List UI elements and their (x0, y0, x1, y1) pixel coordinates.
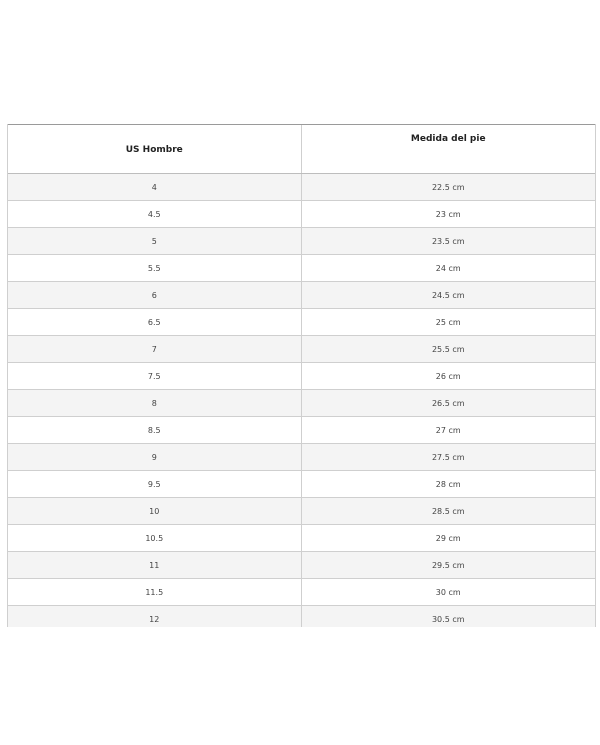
table-row (8, 525, 595, 552)
cell-us-size: 8.5 (8, 417, 301, 444)
cell-us-size: 7 (8, 336, 301, 363)
cell-foot-length: 23.5 cm (301, 228, 595, 255)
table-row (8, 417, 595, 444)
table-row (8, 444, 595, 471)
header-row (8, 125, 595, 174)
cell-us-size: 12 (8, 606, 301, 628)
cell-foot-length: 26 cm (301, 363, 595, 390)
table-row (8, 309, 595, 336)
cell-foot-length: 23 cm (301, 201, 595, 228)
table-row (8, 228, 595, 255)
cell-foot-length: 26.5 cm (301, 390, 595, 417)
cell-us-size: 10.5 (8, 525, 301, 552)
cell-foot-length: 24.5 cm (301, 282, 595, 309)
table-row (8, 282, 595, 309)
cell-foot-length: 28 cm (301, 471, 595, 498)
cell-foot-length: 27 cm (301, 417, 595, 444)
cell-us-size: 11 (8, 552, 301, 579)
cell-us-size: 6.5 (8, 309, 301, 336)
cell-foot-length: 25 cm (301, 309, 595, 336)
cell-us-size: 11.5 (8, 579, 301, 606)
cell-us-size: 4 (8, 174, 301, 201)
table-row (8, 336, 595, 363)
table-row (8, 255, 595, 282)
table-row (8, 201, 595, 228)
cell-us-size: 9.5 (8, 471, 301, 498)
table-row (8, 606, 595, 628)
table-row (8, 552, 595, 579)
cell-foot-length: 25.5 cm (301, 336, 595, 363)
cell-us-size: 5 (8, 228, 301, 255)
table-row (8, 390, 595, 417)
cell-us-size: 7.5 (8, 363, 301, 390)
table-row (8, 471, 595, 498)
size-chart-table-container (7, 124, 596, 627)
cell-foot-length: 24 cm (301, 255, 595, 282)
cell-foot-length: 27.5 cm (301, 444, 595, 471)
table-row (8, 579, 595, 606)
cell-foot-length: 30 cm (301, 579, 595, 606)
size-chart-table (8, 124, 595, 627)
cell-foot-length: 29 cm (301, 525, 595, 552)
cell-foot-length: 29.5 cm (301, 552, 595, 579)
table-row (8, 498, 595, 525)
header-us-size: US Hombre (8, 125, 301, 174)
header-foot-length: Medida del pie (301, 125, 595, 174)
cell-us-size: 4.5 (8, 201, 301, 228)
cell-foot-length: 28.5 cm (301, 498, 595, 525)
cell-us-size: 6 (8, 282, 301, 309)
cell-foot-length: 30.5 cm (301, 606, 595, 628)
table-row (8, 174, 595, 201)
cell-us-size: 5.5 (8, 255, 301, 282)
cell-us-size: 10 (8, 498, 301, 525)
cell-us-size: 8 (8, 390, 301, 417)
cell-foot-length: 22.5 cm (301, 174, 595, 201)
cell-us-size: 9 (8, 444, 301, 471)
table-row (8, 363, 595, 390)
